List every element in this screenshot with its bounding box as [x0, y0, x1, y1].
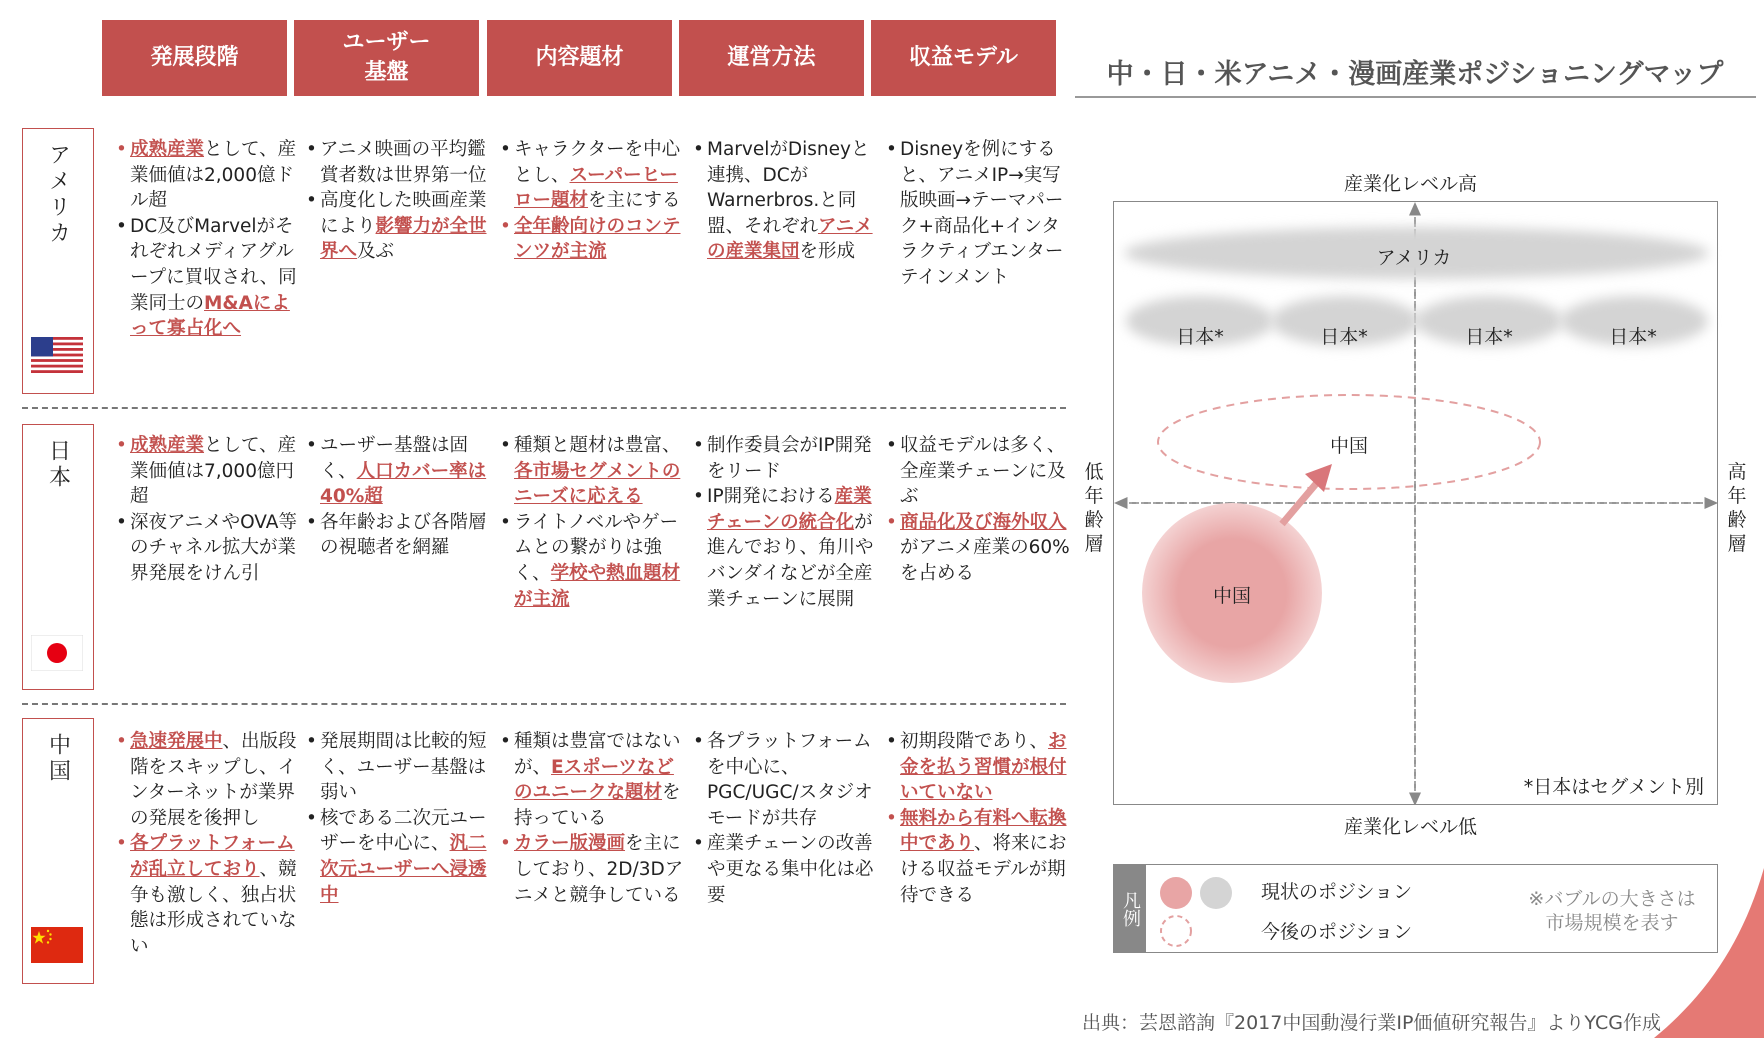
china-current-label: 中国 — [1212, 585, 1251, 607]
bullet-item — [693, 831, 877, 908]
table-cell — [116, 137, 300, 342]
table-cell — [693, 433, 877, 612]
japan-segment-note: *日本はセグメント別 — [1523, 776, 1704, 798]
highlighted-text: カラー版漫画 — [514, 833, 626, 855]
highlighted-text: 産業チェーンの統合化 — [707, 486, 872, 533]
highlighted-text: 汎二次元ユーザーへ浸透中 — [320, 833, 487, 906]
body-text: として、産業価値は7,000億円超 — [130, 435, 297, 508]
body-text: MarvelがDisneyと連携、DCがWarnerbros.と同盟、それぞれ — [707, 139, 870, 237]
highlighted-text: 学校や熱血題材が主流 — [514, 562, 681, 610]
table-cell — [116, 433, 300, 587]
bullet-item — [500, 729, 684, 831]
bullet-item — [500, 137, 684, 214]
body-text: 核である二次元ユーザーを中心に、 — [320, 807, 487, 855]
table-cell — [500, 729, 684, 908]
highlighted-text: 影響力が全世界へ — [320, 215, 487, 263]
body-text: IP開発における — [707, 486, 835, 508]
highlighted-text: 全年齢向けのコンテンツが主流 — [514, 215, 681, 263]
body-text: 発展期間は比較的短く、ユーザー基盤は弱い — [320, 731, 487, 804]
legend-current-label: 現状のポジション — [1261, 881, 1413, 903]
table-cell — [500, 137, 684, 265]
japan-bubble-label: 日本* — [1465, 326, 1513, 348]
jp-flag-icon — [31, 635, 83, 671]
body-text: 、出版段階をスキップし、インターネットが業界の発展を後押し — [130, 731, 297, 829]
highlighted-text: 急速発展中 — [130, 731, 223, 752]
highlighted-text: お金を払う習慣が根付いていない — [900, 731, 1067, 804]
highlighted-text: 成熟産業 — [130, 435, 205, 456]
bullet-item — [886, 510, 1070, 587]
bullet-item — [116, 433, 300, 510]
bullet-item — [886, 729, 1070, 806]
map-axes — [1114, 202, 1717, 804]
bullet-item — [306, 510, 490, 561]
body-text: 収益モデルは多く、全産業チェーンに及ぶ — [900, 435, 1066, 508]
bullet-item — [886, 137, 1070, 291]
body-text: がアニメ産業の60%を占める — [900, 537, 1070, 584]
cn-flag-icon — [31, 927, 83, 963]
body-text: を主にする — [588, 190, 681, 212]
header-content-theme: 内容題材 — [487, 20, 672, 96]
table-cell — [500, 433, 684, 612]
bullet-item — [500, 214, 684, 265]
bullet-item — [886, 433, 1070, 510]
body-text: を持っている — [514, 782, 681, 829]
country-name: 日本 — [45, 439, 71, 491]
map-legend — [1113, 864, 1718, 953]
map-title-underline — [1075, 96, 1756, 98]
bullet-item — [116, 137, 300, 214]
body-text: を形成 — [799, 241, 856, 263]
body-text: アニメ映画の平均鑑賞者数は世界第一位 — [320, 139, 487, 186]
highlighted-text: スーパーヒーロー題材 — [514, 164, 678, 212]
table-cell — [306, 137, 490, 265]
row-separator — [22, 703, 1066, 705]
bullet-item — [306, 729, 490, 806]
table-cell — [886, 729, 1070, 908]
row-label-china — [22, 718, 94, 984]
bullet-item — [116, 831, 300, 959]
bullet-item — [306, 806, 490, 908]
body-text: が進んでおり、角川やバンダイなどが全産業チェーンに展開 — [707, 511, 874, 610]
body-text: 、競争も激しく、独占状態は形成されていない — [130, 858, 297, 957]
legend-tab: 凡例 — [1114, 865, 1146, 952]
body-text: ライトノベルやゲームとの繋がりは強く、 — [514, 511, 679, 584]
highlighted-text: 各プラットフォームが乱立しており — [130, 833, 295, 880]
legend-future-label: 今後のポジション — [1261, 921, 1413, 943]
body-text: 、将来における収益モデルが期待できる — [900, 833, 1067, 906]
bullet-item — [693, 729, 877, 831]
positioning-map — [1113, 201, 1718, 805]
header-operation-method: 運営方法 — [679, 20, 864, 96]
bullet-item — [693, 137, 877, 265]
table-cell — [886, 137, 1070, 291]
bullet-item — [500, 510, 684, 612]
bullet-item — [500, 831, 684, 908]
china-future-label: 中国 — [1329, 435, 1368, 457]
header-development-stage: 発展段階 — [102, 20, 287, 96]
bullet-item — [886, 806, 1070, 908]
country-name: 中国 — [45, 733, 71, 785]
bullet-item — [116, 510, 300, 587]
bullet-item — [500, 433, 684, 510]
body-text: キャラクターを中心とし、 — [514, 139, 681, 186]
body-text: 初期段階であり、 — [900, 731, 1049, 752]
bullet-item — [116, 214, 300, 342]
legend-current-swatches — [1158, 869, 1258, 949]
japan-bubble-label: 日本* — [1176, 326, 1224, 348]
row-separator — [22, 407, 1066, 409]
highlighted-text: 成熟産業 — [130, 139, 205, 160]
body-text: を主にしており、2D/3Dアニメと競争している — [514, 833, 684, 906]
body-text: 種類と題材は豊富、 — [514, 435, 681, 456]
x-axis-high-label: 高 年 齢 層 — [1727, 461, 1747, 555]
table-cell — [886, 433, 1070, 587]
bullet-item — [306, 433, 490, 510]
body-text: 深夜アニメやOVA等のチャネル拡大が業界発展をけん引 — [130, 511, 297, 584]
america-bubble-label: アメリカ — [1376, 247, 1452, 269]
map-title: 中・日・米アニメ・漫画産業ポジショニングマップ — [1106, 59, 1724, 90]
highlighted-text: M&Aによって寡占化へ — [130, 292, 290, 340]
highlighted-text: 無料から有料へ転換中であり — [900, 807, 1067, 855]
header-revenue-model: 収益モデル — [871, 20, 1056, 96]
body-text: 産業チェーンの改善や更なる集中化は必要 — [707, 833, 874, 906]
table-cell — [693, 137, 877, 265]
bullet-item — [693, 484, 877, 612]
body-text: ユーザー基盤は固く、 — [320, 435, 469, 482]
header-user-base: ユーザー 基盤 — [294, 20, 479, 96]
row-label-america — [22, 128, 94, 394]
highlighted-text: 各市場セグメントのニーズに応える — [514, 460, 681, 508]
body-text: Disneyを例にすると、アニメIP→実写版映画→テーマパーク+商品化+インタラクティブエンターテインメント — [900, 139, 1064, 288]
table-cell — [116, 729, 300, 959]
body-text: 高度化した映画産業により — [320, 190, 487, 237]
japan-bubble-label: 日本* — [1609, 326, 1657, 348]
y-axis-high-label: 産業化レベル高 — [1344, 173, 1478, 195]
bullet-item — [306, 137, 490, 188]
bullet-item — [306, 188, 490, 265]
body-text: 各プラットフォームを中心に、PGC/UGC/スタジオモードが共存 — [707, 731, 873, 829]
body-text: 種類は豊富ではないが、 — [514, 731, 681, 778]
table-cell — [306, 433, 490, 561]
highlighted-text: Eスポーツなどのユニークな題材 — [514, 756, 674, 804]
body-text: 各年齢および各階層の視聴者を網羅 — [320, 511, 487, 559]
table-cell — [693, 729, 877, 908]
x-axis-low-label: 低 年 齢 層 — [1084, 461, 1104, 555]
corner-swoosh-decoration — [1654, 868, 1764, 1038]
us-flag-icon — [31, 337, 83, 373]
y-axis-low-label: 産業化レベル低 — [1344, 816, 1478, 838]
body-text: として、産業価値は2,000億ドル超 — [130, 139, 297, 212]
bullet-item — [693, 433, 877, 484]
body-text: 及ぶ — [357, 241, 395, 263]
country-name: アメリカ — [45, 143, 71, 247]
row-label-japan — [22, 424, 94, 690]
highlighted-text: アニメの産業集団 — [707, 215, 873, 263]
highlighted-text: 商品化及び海外収入 — [900, 511, 1067, 533]
body-text: 制作委員会がIP開発をリード — [707, 435, 872, 482]
highlighted-text: 人口カバー率は40%超 — [320, 460, 487, 508]
table-cell — [306, 729, 490, 908]
japan-bubble-label: 日本* — [1320, 326, 1368, 348]
bullet-item — [116, 729, 300, 831]
body-text: DC及びMarvelがそれぞれメディアグループに買収され、同業同士の — [130, 215, 297, 314]
legend-bubble-size-note: ※バブルの大きさは市場規模を表す — [1528, 888, 1696, 934]
source-citation: 出典：芸恩諮詢『2017中国動漫行業IP価値研究報告』よりYCG作成 — [1082, 1012, 1661, 1034]
